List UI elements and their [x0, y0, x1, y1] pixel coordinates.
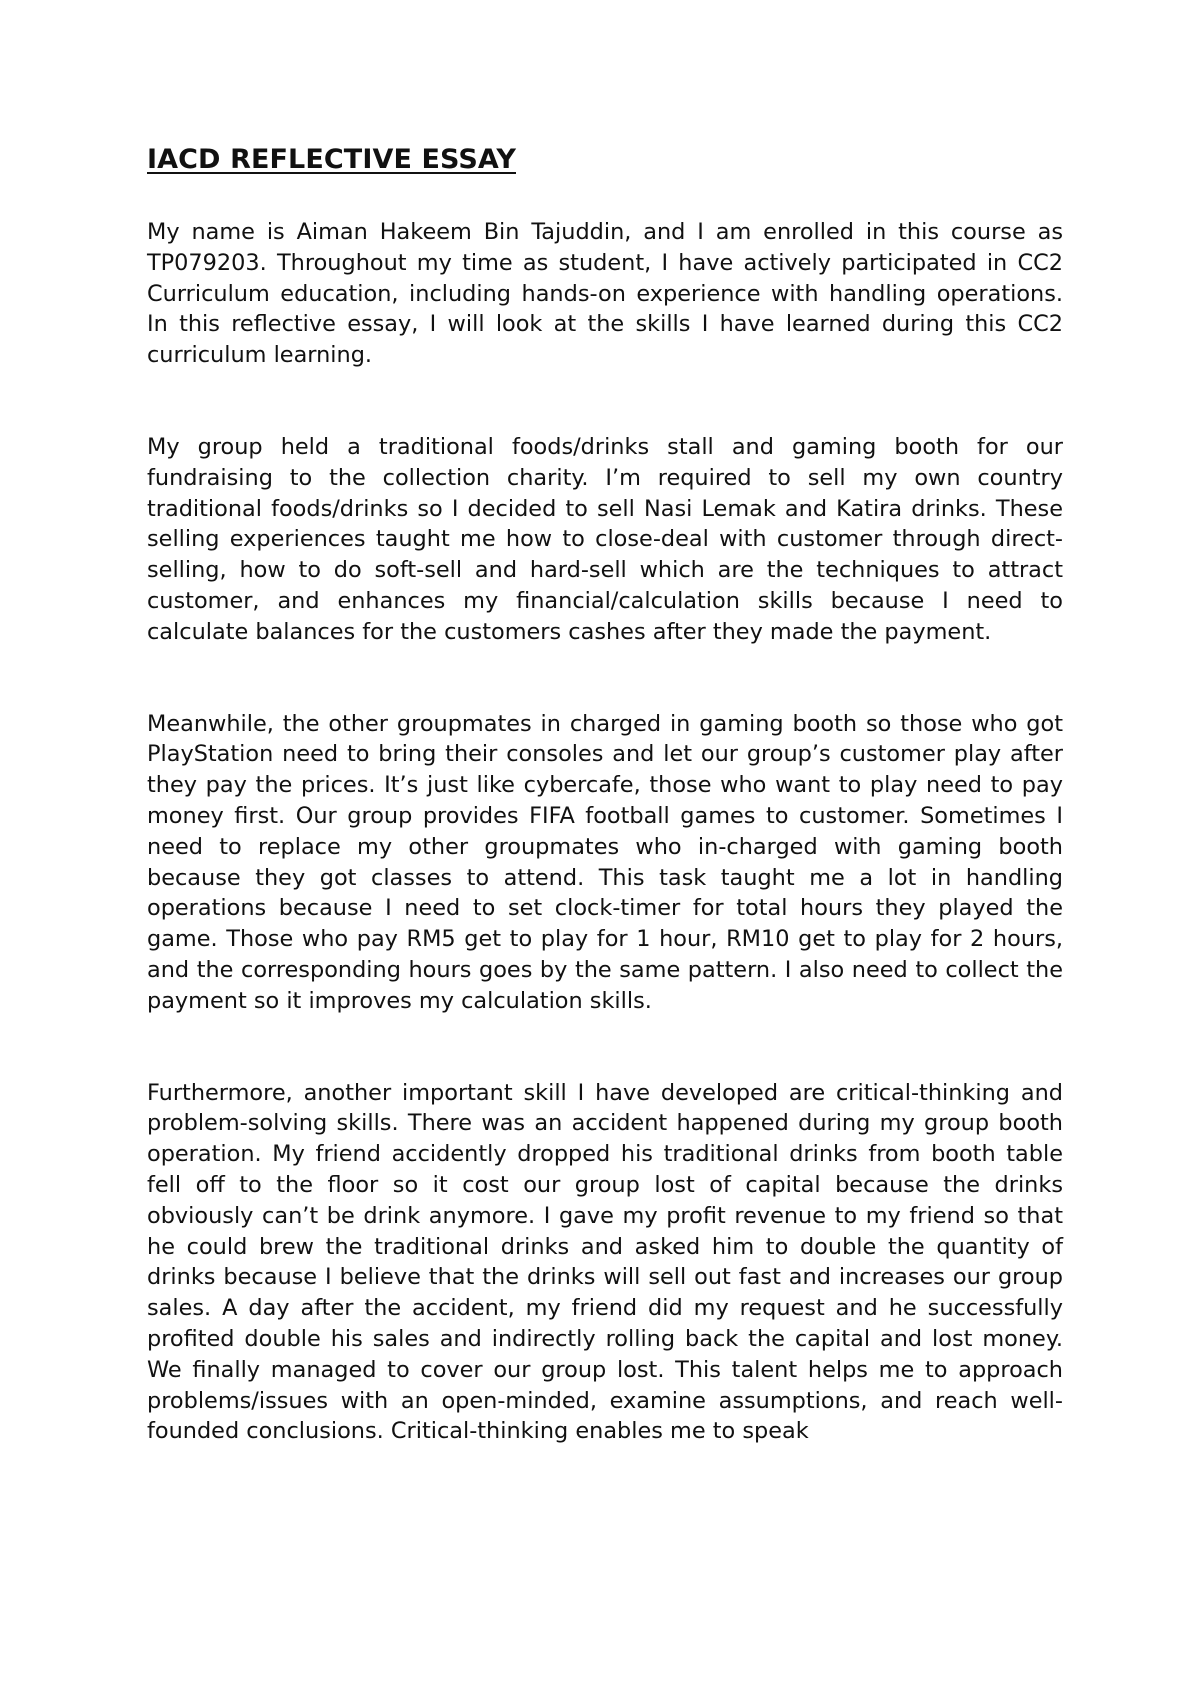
essay-title: IACD REFLECTIVE ESSAY: [147, 144, 516, 175]
paragraph-introduction: My name is Aiman Hakeem Bin Tajuddin, and I am enrolled in this course as TP079203. Throughout my time as student, I have actively participated in CC2 Curriculum education, including hands-on experience with handling operations. In this reflective essay, I will look at the skills I have learned during this CC2 curriculum learning.: [147, 219, 1063, 369]
paragraph-gaming-booth: Meanwhile, the other groupmates in charged in gaming booth so those who got PlayStation need to bring their consoles and let our group’s customer play after they pay the prices. It’s just like cybercafe, those who want to play need to pay money first. Our group provides FIFA football games to customer. Sometimes I need to replace my other groupmates who in-charged with gaming booth because they got classes to attend. This task taught me a lot in handling operations because I need to set clock-timer for total hours they played the game. Those who pay RM5 get to play for 1 hour, RM10 get to play for 2 hours, and the corresponding hours goes by the same pattern. I also need to collect the payment so it improves my calculation skills.: [147, 710, 1063, 1014]
paragraph-food-stall: My group held a traditional foods/drinks stall and gaming booth for our fundraising to the collection charity. I’m required to sell my own country traditional foods/drinks so I decided to sell Nasi Lemak and Katira drinks. These selling experiences taught me how to close-deal with customer through direct-selling, how to do soft-sell and hard-sell which are the techniques to attract customer, and enhances my financial/calculation skills because I need to calculate balances for the customers cashes after they made the payment.: [147, 433, 1063, 645]
document-body: [147, 140, 1063, 1508]
paragraph-critical-thinking: Furthermore, another important skill I have developed are critical-thinking and problem-solving skills. There was an accident happened during my group booth operation. My friend accidently dropped his traditional drinks from booth table fell off to the floor so it cost our group lost of capital because the drinks obviously can’t be drink anymore. I gave my profit revenue to my friend so that he could brew the traditional drinks and asked him to double the quantity of drinks because I believe that the drinks will sell out fast and increases our group sales. A day after the accident, my friend did my request and he successfully profited double his sales and indirectly rolling back the capital and lost money. We finally managed to cover our group lost. This talent helps me to approach problems/issues with an open-minded, examine assumptions, and reach well-founded conclusions. Critical-thinking enables me to speak: [147, 1079, 1063, 1445]
